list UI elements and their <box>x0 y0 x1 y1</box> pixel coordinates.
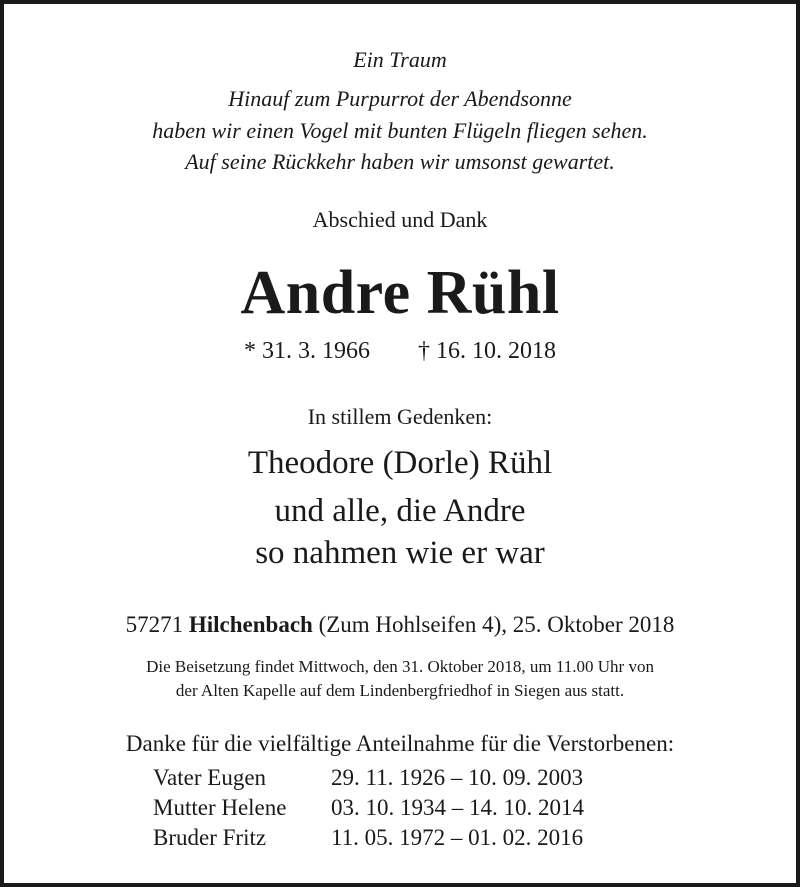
postal-code: 57271 <box>125 612 184 637</box>
mourner-line: Theodore (Dorle) Rühl <box>247 445 553 481</box>
town-name: Hilchenbach <box>188 612 313 637</box>
memory-heading: In stillem Gedenken: <box>307 404 493 429</box>
relative-dates: 11. 05. 1972 – 01. 02. 2016 <box>331 825 584 850</box>
poem-line: Hinauf zum Purpurrot der Abendsonne <box>228 86 572 111</box>
poem-line: haben wir einen Vogel mit bunten Flügeln fliegen sehen. <box>152 118 648 143</box>
relative-dates: 03. 10. 1934 – 14. 10. 2014 <box>331 795 584 820</box>
mourner-line: so nahmen wie er war <box>255 535 545 571</box>
relative-row <box>153 823 584 853</box>
relative-name: Mutter Helene <box>153 795 287 820</box>
mourner-line: und alle, die Andre <box>274 493 526 529</box>
farewell-heading: Abschied und Dank <box>312 207 488 232</box>
address-date: (Zum Hohlseifen 4), 25. Oktober 2018 <box>318 612 675 637</box>
relative-name: Bruder Fritz <box>153 825 267 850</box>
relative-name: Vater Eugen <box>153 765 267 790</box>
thanks-heading: Danke für die vielfältige Anteilnahme für die Verstorbenen: <box>125 731 675 756</box>
relative-row <box>153 763 584 793</box>
birth-date: * 31. 3. 1966 <box>244 338 370 364</box>
relatives-table <box>153 763 584 853</box>
burial-notice-line: der Alten Kapelle auf dem Lindenbergfriedhof in Siegen aus statt. <box>175 681 625 700</box>
location-date-line <box>4 610 796 640</box>
poem-title: Ein Traum <box>353 47 447 72</box>
death-date: † 16. 10. 2018 <box>418 338 556 364</box>
poem-line: Auf seine Rückkehr haben wir umsonst gewartet. <box>185 149 615 174</box>
deceased-name: Andre Rühl <box>240 259 560 327</box>
burial-notice <box>4 655 796 703</box>
relative-row <box>153 793 584 823</box>
burial-notice-line: Die Beisetzung findet Mittwoch, den 31. Oktober 2018, um 11.00 Uhr von <box>146 657 654 676</box>
life-dates <box>4 335 796 367</box>
relative-dates: 29. 11. 1926 – 10. 09. 2003 <box>331 765 584 790</box>
